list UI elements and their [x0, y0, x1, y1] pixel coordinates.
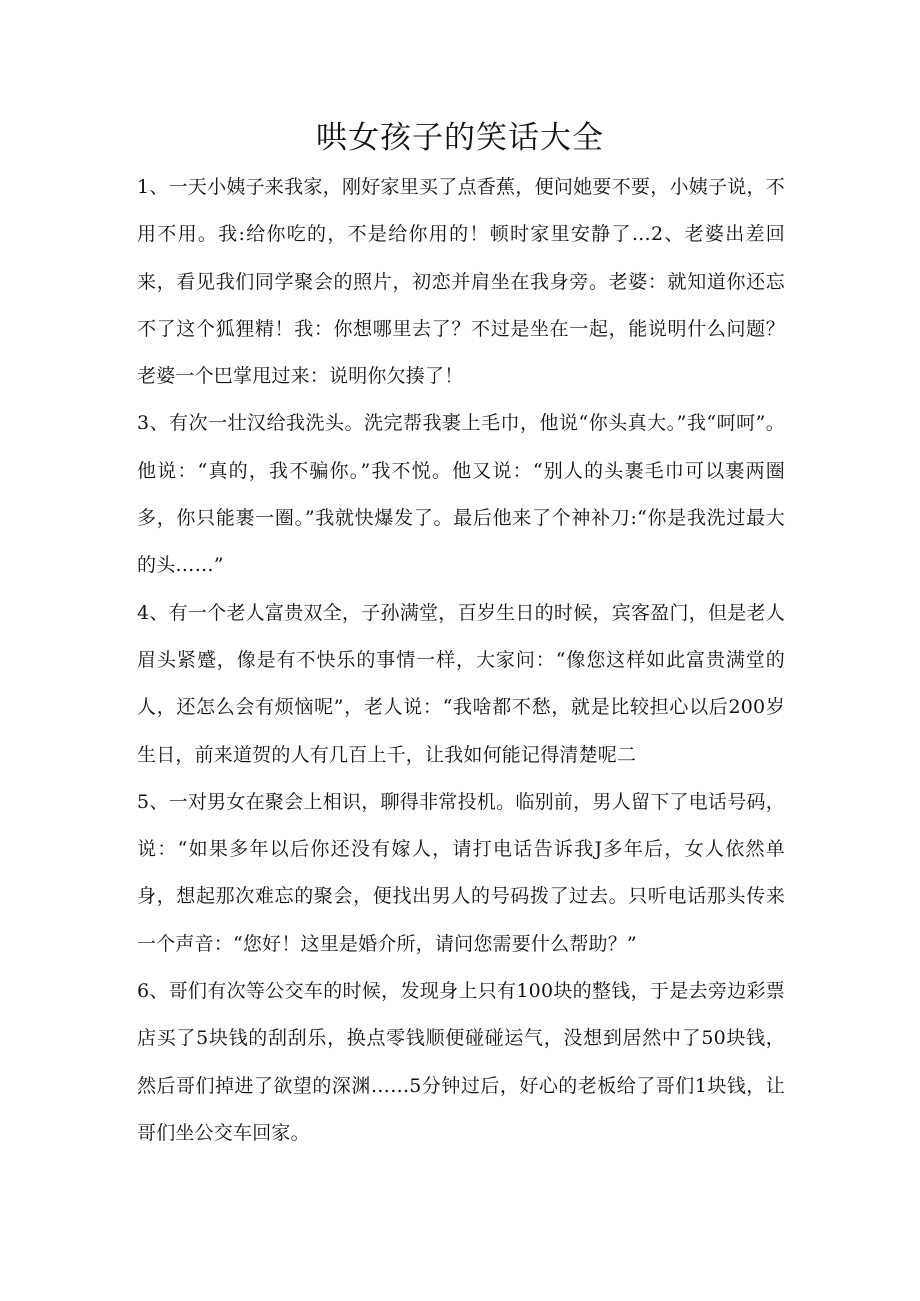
- joke-paragraph-4: 4、有一个老人富贵双全，子孙满堂，百岁生日的时候，宾客盈门，但是老人眉头紧蹙，像是有不快乐的事情一样，大家问：“像您这样如此富贵满堂的人，还怎么会有烦恼呢”，老人说：“我啥都不愁，就是比较担心以后200岁生日，前来道贺的人有几百上千，让我如何能记得清楚呢二: [137, 601, 785, 766]
- joke-paragraph-5: 5、一对男女在聚会上相识，聊得非常投机。临别前，男人留下了电话号码，说：“如果多年以后你还没有嫁人，请打电话告诉我J多年后，女人依然单身，想起那次难忘的聚会，便找出男人的号码拨了过去。只听电话那头传来一个声音：“您好！这里是婚介所，请问您需要什么帮助？”: [137, 790, 785, 955]
- document-title: 哄女孩子的笑话大全: [316, 120, 604, 156]
- joke-paragraph-1: 1、一天小姨子来我家，刚好家里买了点香蕉，便问她要不要，小姨子说，不用不用。我:给你吃的，不是给你用的！顿时家里安静了…2、老婆出差回来，看见我们同学聚会的照片，初恋并肩坐在我身旁。老婆：就知道你还忘不了这个狐狸精！我：你想哪里去了？不过是坐在一起，能说明什么问题？老婆一个巴掌甩过来：说明你欠揍了！: [137, 176, 785, 388]
- document-body: [137, 164, 785, 1157]
- joke-paragraph-3: 3、有次一壮汉给我洗头。洗完帮我裹上毛巾，他说“你头真大。”我“呵呵”。他说：“真的，我不骗你。”我不悦。他又说：“别人的头裹毛巾可以裹两圈多，你只能裹一圈。”我就快爆发了。最后他来了个神补刀:“你是我洗过最大的头……”: [137, 412, 785, 577]
- joke-paragraph-6: 6、哥们有次等公交车的时候，发现身上只有100块的整钱，于是去旁边彩票店买了5块钱的刮刮乐，换点零钱顺便碰碰运气，没想到居然中了50块钱，然后哥们掉进了欲望的深渊……5分钟过后，好心的老板给了哥们1块钱，让哥们坐公交车回家。: [137, 980, 785, 1144]
